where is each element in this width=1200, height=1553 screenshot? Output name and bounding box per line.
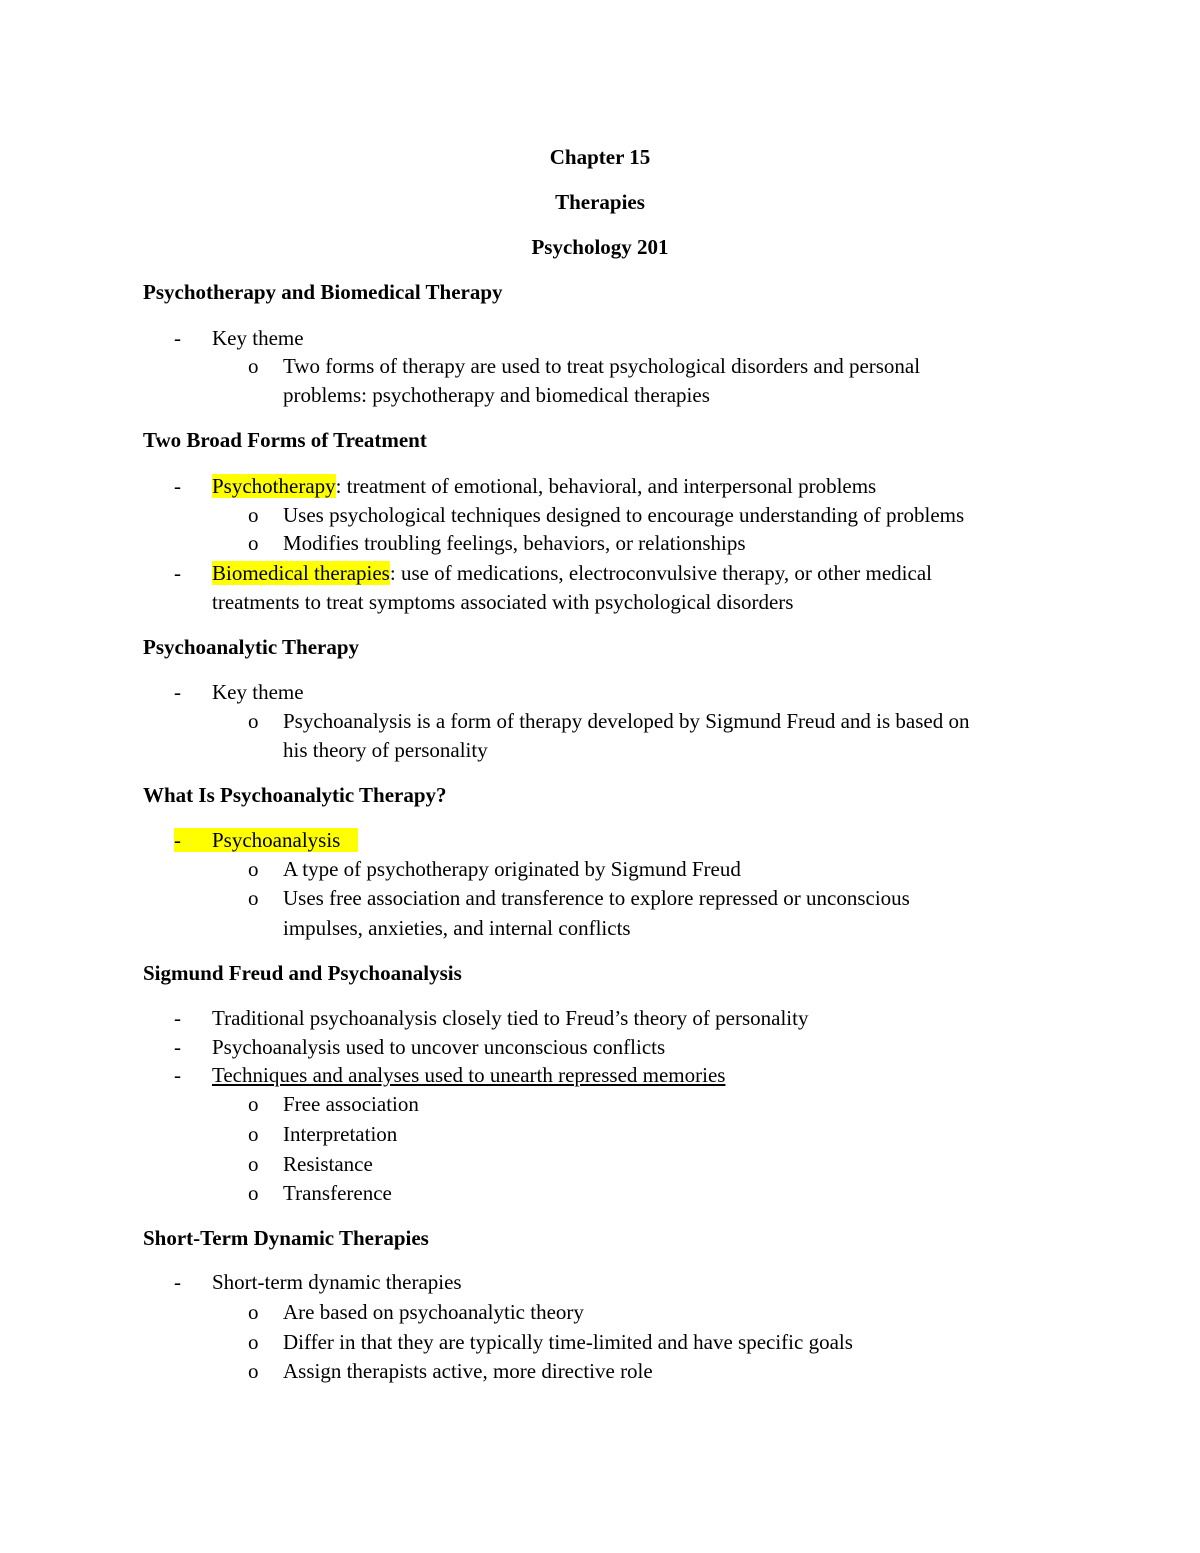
chapter-title: Chapter 15 [549,145,651,169]
continuation-text: his theory of personality [283,738,488,762]
bullet-text: Key theme [212,680,304,704]
bullet-text: Key theme [212,326,304,350]
definition-text: : use of medications, electroconvulsive therapy, or other medical [389,561,932,585]
dash-bullet-icon: - [174,474,181,498]
dash-bullet-icon: - [174,1006,181,1030]
circle-bullet-icon: o [248,857,259,881]
sub-bullet-text: Psychoanalysis is a form of therapy developed by Sigmund Freud and is based on [283,709,970,733]
circle-bullet-icon: o [248,1300,259,1324]
bullet-text: Traditional psychoanalysis closely tied to Freud’s theory of personality [212,1006,809,1030]
continuation-text: problems: psychotherapy and biomedical therapies [283,383,710,407]
sub-bullet-text: Modifies troubling feelings, behaviors, or relationships [283,531,746,555]
dash-bullet-icon: - [174,1063,181,1087]
section-heading: Psychoanalytic Therapy [143,635,360,659]
sub-bullet-text: Transference [283,1181,392,1205]
section-heading: Sigmund Freud and Psychoanalysis [143,961,462,985]
circle-bullet-icon: o [248,354,259,378]
dash-bullet-icon: - [174,1270,181,1294]
sub-bullet-text: Free association [283,1092,419,1116]
dash-bullet-icon: - [174,561,181,585]
dash-bullet-icon: - [174,326,181,350]
section-heading: What Is Psychoanalytic Therapy? [143,783,447,807]
bullet-text: Short-term dynamic therapies [212,1270,462,1294]
sub-bullet-text: Resistance [283,1152,373,1176]
sub-bullet-text: Uses free association and transference to explore repressed or unconscious [283,886,910,910]
highlighted-term: Psychotherapy [212,474,336,498]
circle-bullet-icon: o [248,1359,259,1383]
circle-bullet-icon: o [248,1330,259,1354]
section-heading: Short-Term Dynamic Therapies [143,1226,429,1250]
dash-bullet-icon: - [174,680,181,704]
topic-title: Therapies [555,190,645,214]
highlighted-term: Biomedical therapies [212,561,390,585]
circle-bullet-icon: o [248,1122,259,1146]
bullet-text: Psychoanalysis used to uncover unconscious conflicts [212,1035,666,1059]
dash-bullet-icon: - [174,828,181,852]
underlined-bullet-text: Techniques and analyses used to unearth repressed memories [212,1063,726,1087]
circle-bullet-icon: o [248,709,259,733]
course-title: Psychology 201 [531,235,669,259]
circle-bullet-icon: o [248,503,259,527]
dash-bullet-icon: - [174,1035,181,1059]
sub-bullet-text: Uses psychological techniques designed to encourage understanding of problems [283,503,965,527]
circle-bullet-icon: o [248,1092,259,1116]
continuation-text: treatments to treat symptoms associated with psychological disorders [212,590,794,614]
sub-bullet-text: Are based on psychoanalytic theory [283,1300,584,1324]
sub-bullet-text: Assign therapists active, more directive role [283,1359,653,1383]
circle-bullet-icon: o [248,1181,259,1205]
definition-text: : treatment of emotional, behavioral, and interpersonal problems [335,474,877,498]
highlighted-term: Psychoanalysis [212,828,341,852]
sub-bullet-text: Differ in that they are typically time-limited and have specific goals [283,1330,853,1354]
sub-bullet-text: A type of psychotherapy originated by Sigmund Freud [283,857,741,881]
continuation-text: impulses, anxieties, and internal conflicts [283,916,631,940]
circle-bullet-icon: o [248,1152,259,1176]
section-heading: Psychotherapy and Biomedical Therapy [143,280,503,304]
circle-bullet-icon: o [248,886,259,910]
circle-bullet-icon: o [248,531,259,555]
sub-bullet-text: Interpretation [283,1122,398,1146]
sub-bullet-text: Two forms of therapy are used to treat psychological disorders and personal [283,354,921,378]
section-heading: Two Broad Forms of Treatment [143,428,427,452]
